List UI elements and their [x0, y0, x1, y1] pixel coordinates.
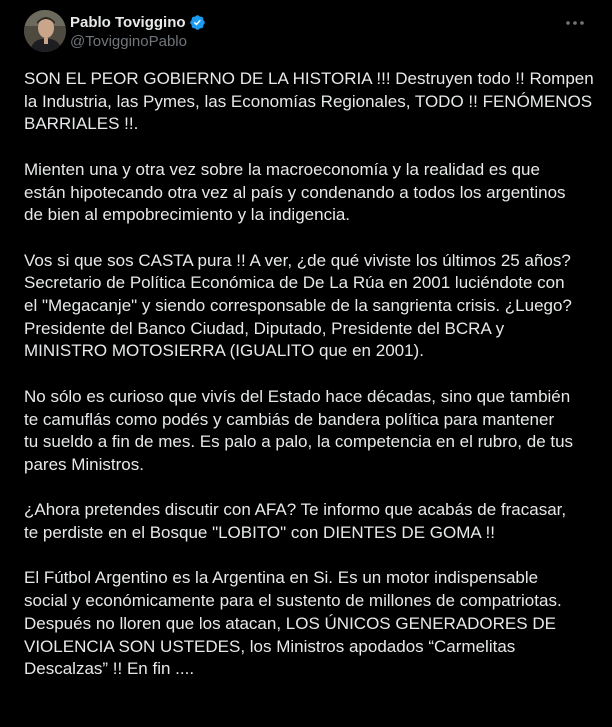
text-line: El Fútbol Argentino es la Argentina en Si. Es un motor indispensable	[24, 568, 539, 588]
text-line: Secretario de Política Económica de De La Rúa en 2001 luciéndote con	[24, 273, 565, 293]
verified-badge-icon[interactable]	[189, 14, 206, 31]
text-line: Después no lloren que los atacan, LOS ÚNICOS GENERADORES DE	[24, 613, 556, 633]
text-line: SON EL PEOR GOBIERNO DE LA HISTORIA !!! Destruyen todo !! Rompen	[24, 69, 594, 88]
author-handle[interactable]: @TovigginoPablo	[70, 33, 187, 50]
text-line: pares Ministros.	[24, 454, 144, 474]
text-line: de bien al empobrecimiento y la indigencia.	[24, 205, 351, 225]
tweet-paragraph	[24, 68, 598, 136]
more-horizontal-icon[interactable]	[562, 12, 588, 34]
author-names	[70, 12, 206, 50]
text-line: Mienten una y otra vez sobre la macroeconomía y la realidad es que	[24, 159, 540, 179]
tweet-paragraph	[24, 499, 598, 544]
text-line: ¿Ahora pretendes discutir con AFA? Te informo que acabás de fracasar,	[24, 500, 567, 520]
avatar[interactable]	[24, 10, 66, 52]
text-line: No sólo es curioso que vivís del Estado hace décadas, sino que también	[24, 386, 571, 406]
text-line: la Industria, las Pymes, las Economías Regionales, TODO !! FENÓMENOS	[24, 91, 593, 111]
text-line: Presidente del Banco Ciudad, Diputado, Presidente del BCRA y	[24, 318, 505, 338]
text-line: Descalzas” !! En fin ....	[24, 659, 195, 679]
text-line: Vos si que sos CASTA pura !! A ver, ¿de qué viviste los últimos 25 años?	[24, 250, 571, 270]
text-line: te perdiste en el Bosque "LOBITO" con DIENTES DE GOMA !!	[24, 523, 495, 542]
tweet-paragraph	[24, 386, 598, 477]
tweet-paragraph	[24, 250, 598, 364]
text-line: te camuflás como podés y cambiás de bandera política para mantener	[24, 409, 555, 429]
text-line: están hipotecando otra vez al país y condenando a todos los argentinos	[24, 182, 566, 202]
display-name[interactable]: Pablo Toviggino	[70, 13, 186, 31]
display-name-row	[70, 12, 206, 32]
tweet-text	[24, 68, 598, 704]
tweet-paragraph	[24, 159, 598, 227]
text-line: tu sueldo a fin de mes. Es palo a palo, la competencia en el rubro, de tus	[24, 432, 574, 452]
text-line: MINISTRO MOTOSIERRA (IGUALITO que en 2001).	[24, 341, 424, 361]
tweet-header	[24, 10, 592, 56]
text-line: el "Megacanje" y siendo corresponsable de la sangrienta crisis. ¿Luego?	[24, 296, 572, 315]
text-line: social y económicamente para el sustento de millones de compatriotas.	[24, 591, 562, 611]
text-line: VIOLENCIA SON USTEDES, los Ministros apodados “Carmelitas	[24, 636, 516, 656]
tweet-paragraph	[24, 567, 598, 681]
text-line: BARRIALES !!.	[24, 114, 139, 134]
